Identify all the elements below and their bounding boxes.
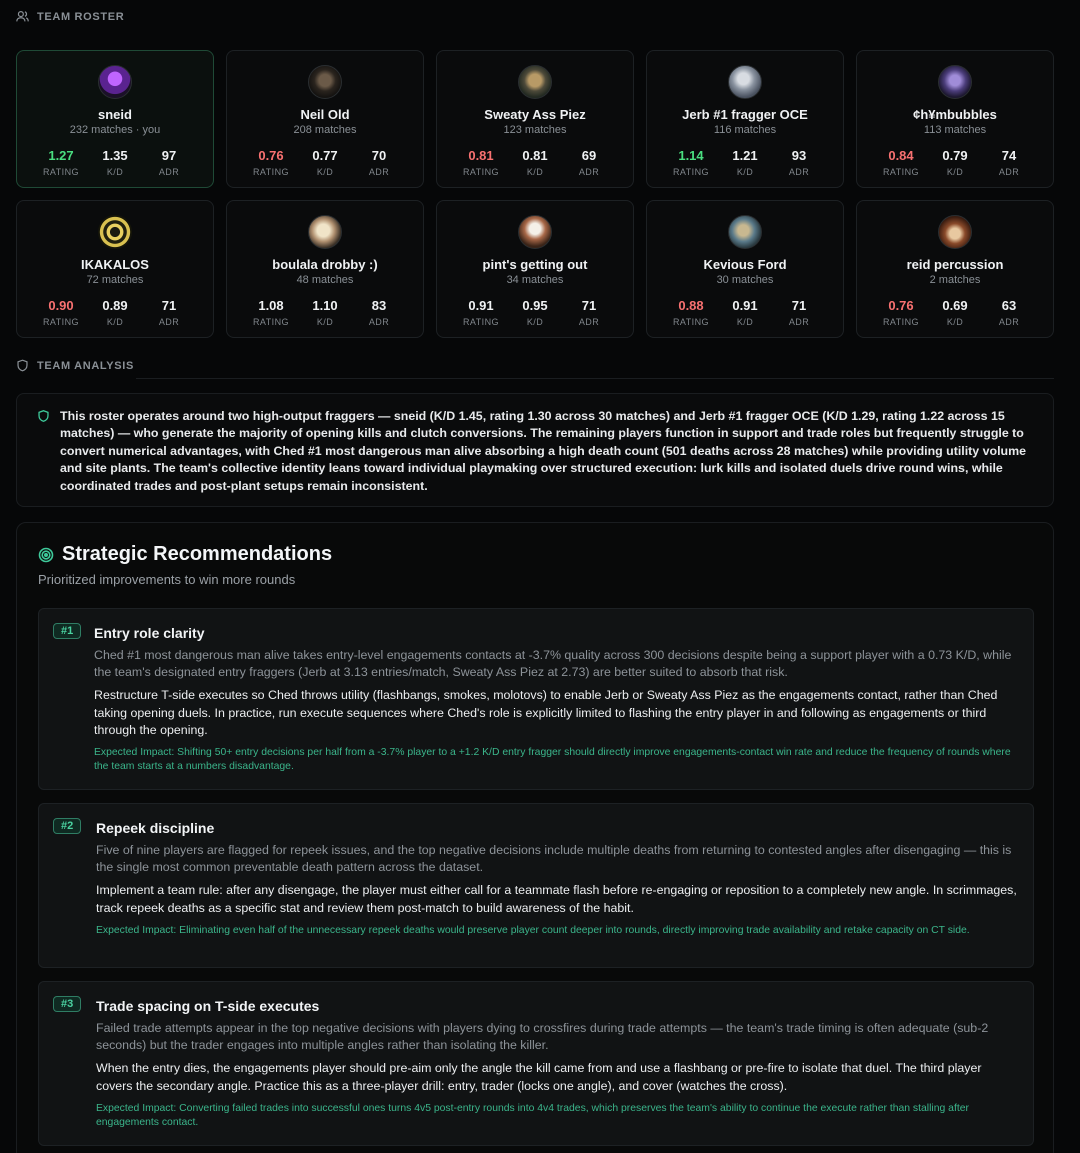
- adr-label: ADR: [788, 317, 810, 327]
- kd-label: K/D: [106, 167, 124, 177]
- player-matches: 123 matches: [503, 124, 567, 136]
- kd-value: 1.10: [312, 298, 338, 313]
- rating-label: RATING: [252, 317, 290, 327]
- avatar: [308, 215, 342, 249]
- avatar: [518, 65, 552, 99]
- adr-value: 71: [791, 298, 807, 313]
- avatar: [728, 215, 762, 249]
- avatar: [98, 215, 132, 249]
- avatar: [518, 215, 552, 249]
- adr-value: 69: [581, 148, 597, 163]
- avatar: [728, 65, 762, 99]
- kd-value: 0.77: [312, 148, 338, 163]
- player-stats: [245, 148, 405, 177]
- rank-badge: #3: [53, 996, 81, 1012]
- player-matches: 30 matches: [716, 274, 774, 286]
- player-card[interactable]: [856, 50, 1054, 188]
- kd-value: 0.69: [942, 298, 968, 313]
- player-name: reid percussion: [906, 257, 1004, 272]
- adr-label: ADR: [158, 167, 180, 177]
- rating-value: 1.14: [678, 148, 704, 163]
- player-name: Kevious Ford: [703, 257, 787, 272]
- adr-value: 63: [1001, 298, 1017, 313]
- player-name: Jerb #1 fragger OCE: [682, 107, 808, 122]
- strategy-title: Strategic Recommendations: [62, 543, 333, 565]
- kd-value: 1.35: [102, 148, 128, 163]
- player-card[interactable]: [226, 200, 424, 338]
- expected-impact: Expected Impact: Shifting 50+ entry decisions per half from a -3.7% player to a +1.2 K/D entry fragger should directly improve engagements-contact win rate and reduce the frequency of rounds where the team starts at a numbers disadvantage.: [94, 747, 1011, 773]
- adr-value: 70: [371, 148, 387, 163]
- player-card[interactable]: [436, 200, 634, 338]
- avatar: [98, 65, 132, 99]
- adr-value: 71: [161, 298, 177, 313]
- player-matches: 2 matches: [929, 274, 981, 286]
- kd-value: 0.89: [102, 298, 128, 313]
- adr-label: ADR: [578, 167, 600, 177]
- rating-value: 1.27: [48, 148, 74, 163]
- player-name: Neil Old: [300, 107, 350, 122]
- adr-value: 93: [791, 148, 807, 163]
- recommendation-title: Trade spacing on T-side executes: [96, 998, 320, 1014]
- player-card[interactable]: [226, 50, 424, 188]
- rating-label: RATING: [252, 167, 290, 177]
- kd-label: K/D: [106, 317, 124, 327]
- rating-label: RATING: [42, 167, 80, 177]
- rank-badge: #1: [53, 623, 81, 639]
- kd-label: K/D: [946, 317, 964, 327]
- expected-impact: Expected Impact: Converting failed trades into successful ones turns 4v5 post-entry rounds into 4v4 trades, which preserves the team's ability to continue the execute rather than stalling after engagements contact.: [96, 1102, 969, 1129]
- rating-value: 0.90: [48, 298, 74, 313]
- rating-label: RATING: [672, 317, 710, 327]
- adr-label: ADR: [368, 317, 390, 327]
- rating-label: RATING: [882, 167, 920, 177]
- recommendation-context: Five of nine players are flagged for repeek issues, and the top negative decisions include multiple deaths from returning to contested angles after disengaging — this is the single most common preventable death pattern across the dataset.: [96, 843, 1012, 875]
- kd-label: K/D: [526, 317, 544, 327]
- player-matches: 232 matches · you: [69, 124, 161, 136]
- player-stats: [665, 148, 825, 177]
- divider: [136, 378, 1054, 379]
- player-stats: [875, 298, 1035, 327]
- recommendation-context: Ched #1 most dangerous man alive takes entry-level engagements contacts at -3.7% quality across 300 decisions despite being a support player with a 0.73 K/D, while the team's designated entry fraggers (Jerb at 3.13 entries/match, Sweaty Ass Piez at 2.73) are better suited to absorb that risk.: [94, 648, 1012, 680]
- team-analysis-title: TEAM ANALYSIS: [37, 359, 134, 372]
- kd-label: K/D: [316, 317, 334, 327]
- player-matches: 113 matches: [923, 124, 987, 136]
- player-stats: [35, 298, 195, 327]
- avatar: [938, 215, 972, 249]
- recommendation-title: Entry role clarity: [94, 625, 205, 641]
- recommendation-title: Repeek discipline: [96, 820, 215, 836]
- adr-value: 71: [581, 298, 597, 313]
- kd-value: 0.95: [522, 298, 548, 313]
- player-card[interactable]: [16, 50, 214, 188]
- player-stats: [35, 148, 195, 177]
- adr-label: ADR: [788, 167, 810, 177]
- player-stats: [665, 298, 825, 327]
- rating-label: RATING: [42, 317, 80, 327]
- strategic-recommendations: [16, 522, 1054, 1153]
- team-analysis-heading: [16, 359, 134, 372]
- expected-impact: Expected Impact: Eliminating even half of the unnecessary repeek deaths would preserve player count deeper into rounds, directly improving trade availability and retake capacity on CT side.: [96, 924, 970, 936]
- player-stats: [455, 298, 615, 327]
- rating-label: RATING: [882, 317, 920, 327]
- player-name: pint's getting out: [482, 257, 588, 272]
- adr-value: 83: [371, 298, 387, 313]
- strategy-subtitle: Prioritized improvements to win more rounds: [38, 572, 296, 587]
- analysis-panel: [16, 393, 1054, 507]
- users-icon: [16, 10, 29, 23]
- player-name: ¢h¥mbubbles: [913, 107, 997, 122]
- kd-value: 1.21: [732, 148, 758, 163]
- rating-label: RATING: [672, 167, 710, 177]
- kd-label: K/D: [736, 317, 754, 327]
- target-icon: [38, 547, 54, 563]
- rank-badge: #2: [53, 818, 81, 834]
- recommendation-action: Restructure T-side executes so Ched throws utility (flashbangs, smokes, molotovs) to enable Jerb or Sweaty Ass Piez as the engagements contact, rather than Ched taking opening duels. In practice, run execute sequences where Ched's role is explicitly limited to flashing the entry player in and following as engagements or third through the opening.: [94, 688, 998, 737]
- player-name: sneid: [98, 107, 132, 122]
- player-card[interactable]: [16, 200, 214, 338]
- player-stats: [455, 148, 615, 177]
- adr-value: 74: [1001, 148, 1017, 163]
- player-card[interactable]: [646, 50, 844, 188]
- kd-value: 0.91: [732, 298, 758, 313]
- kd-value: 0.79: [942, 148, 968, 163]
- recommendation-card: [38, 608, 1034, 790]
- rating-value: 0.88: [678, 298, 704, 313]
- team-roster-heading: [16, 10, 124, 23]
- adr-value: 97: [161, 148, 177, 163]
- rating-value: 0.76: [888, 298, 914, 313]
- shield-icon: [37, 409, 50, 423]
- kd-label: K/D: [736, 167, 754, 177]
- adr-label: ADR: [578, 317, 600, 327]
- kd-label: K/D: [946, 167, 964, 177]
- player-matches: 116 matches: [713, 124, 777, 136]
- rating-label: RATING: [462, 167, 500, 177]
- recommendation-action: When the entry dies, the engagements player should pre-aim only the angle the kill came from and use a flashbang or pre-fire to isolate that duel. The third player covers the secondary angle. Practice this as a three-player drill: entry, trader (locks one angle), and cover (watches the cross).: [96, 1061, 982, 1093]
- rating-value: 0.91: [468, 298, 494, 313]
- player-card[interactable]: [856, 200, 1054, 338]
- player-card[interactable]: [646, 200, 844, 338]
- player-matches: 34 matches: [506, 274, 564, 286]
- rating-value: 0.81: [468, 148, 494, 163]
- kd-label: K/D: [526, 167, 544, 177]
- avatar: [938, 65, 972, 99]
- strategy-heading: [38, 543, 332, 566]
- recommendation-context: Failed trade attempts appear in the top negative decisions with players dying to crossfires during trade attempts — the team's trade timing is often adequate (sub-2 seconds) but the trader engages into multiple angles rather than isolating the killer.: [96, 1021, 989, 1053]
- adr-label: ADR: [998, 317, 1020, 327]
- team-roster-title: TEAM ROSTER: [37, 10, 125, 23]
- kd-value: 0.81: [522, 148, 548, 163]
- avatar: [308, 65, 342, 99]
- recommendation-card: [38, 981, 1034, 1146]
- player-matches: 48 matches: [296, 274, 354, 286]
- player-stats: [245, 298, 405, 327]
- recommendation-body: [94, 647, 1019, 774]
- player-name: IKAKALOS: [81, 257, 149, 272]
- recommendation-body: [96, 1020, 1019, 1130]
- player-stats: [875, 148, 1035, 177]
- rating-value: 1.08: [258, 298, 284, 313]
- adr-label: ADR: [158, 317, 180, 327]
- recommendation-body: [96, 842, 1019, 938]
- player-matches: 208 matches: [293, 124, 357, 136]
- recommendation-action: Implement a team rule: after any disengage, the player must either call for a teammate flash before re-engaging or reposition to a completely new angle. In scrimmages, track repeek deaths as a specific stat and review them post-match to build awareness of the habit.: [96, 883, 1017, 915]
- rating-value: 0.76: [258, 148, 284, 163]
- roster-grid: [16, 50, 1054, 338]
- player-name: boulala drobby :): [272, 257, 378, 272]
- rating-value: 0.84: [888, 148, 914, 163]
- recommendation-card: [38, 803, 1034, 968]
- player-card[interactable]: [436, 50, 634, 188]
- shield-icon: [16, 359, 29, 372]
- analysis-text: This roster operates around two high-output fraggers — sneid (K/D 1.45, rating 1.30 across 30 matches) and Jerb #1 fragger OCE (K/D 1.29, rating 1.22 across 15 matches) — who generate the majority of opening kills and clutch conversions. The remaining players function in support and trade roles but frequently struggle to convert numerical advantages, with Ched #1 most dangerous man alive absorbing a high death count (501 deaths across 28 matches) while providing utility volume and site plants. The team's collective identity leans toward individual playmaking over structured execution: lurk kills and isolated duels drive round wins, while coordinated trades and post-plant setups remain inconsistent.: [60, 409, 1027, 493]
- adr-label: ADR: [368, 167, 390, 177]
- adr-label: ADR: [998, 167, 1020, 177]
- player-name: Sweaty Ass Piez: [484, 107, 586, 122]
- rating-label: RATING: [462, 317, 500, 327]
- player-matches: 72 matches: [86, 274, 144, 286]
- kd-label: K/D: [316, 167, 334, 177]
